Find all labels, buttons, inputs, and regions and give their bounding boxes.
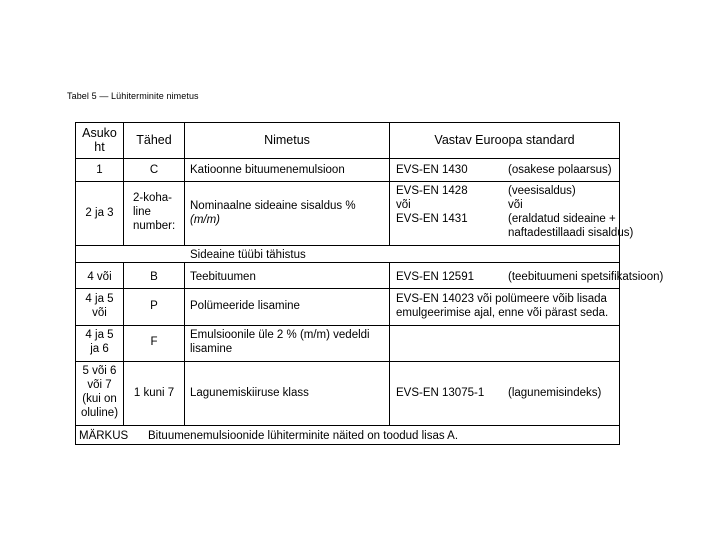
row5-tahed: F bbox=[150, 336, 158, 348]
row3-bottom-border bbox=[75, 288, 620, 289]
row6-standard: EVS-EN 13075-1 bbox=[396, 387, 485, 399]
row5-asukoht: 4 ja 5 ja 6 bbox=[85, 329, 114, 355]
header-standard: Vastav Euroopa standard bbox=[434, 133, 575, 147]
row2-note: (veesisaldus) või (eraldatud sideaine + naftadestillaadi sisaldus) bbox=[508, 185, 634, 239]
section-heading: Sideaine tüübi tähistus bbox=[190, 249, 306, 261]
header-bottom-border bbox=[75, 158, 620, 159]
row6-note: (lagunemisindeks) bbox=[508, 387, 602, 399]
row6-bottom-border bbox=[75, 425, 620, 426]
row3-asukoht: 4 või bbox=[87, 271, 112, 283]
row1-nimetus: Katioonne bituumenemulsioon bbox=[190, 164, 345, 176]
markus-label: MÄRKUS bbox=[79, 430, 129, 442]
row2-tahed: 2-koha- line number: bbox=[133, 192, 176, 232]
row4-nimetus: Polümeeride lisamine bbox=[190, 300, 300, 312]
row1-asukoht: 1 bbox=[96, 164, 103, 176]
markus-text: Bituumenemulsioonide lühiterminite näited on toodud lisas A. bbox=[148, 430, 459, 442]
row4-standard: EVS-EN 14023 või polümeere võib lisada emulgeerimise ajal, enne või pärast seda. bbox=[396, 293, 609, 319]
row2-standard: EVS-EN 1428 või EVS-EN 1431 bbox=[396, 185, 468, 225]
row1-standard: EVS-EN 1430 bbox=[396, 164, 468, 176]
row5-bottom-border bbox=[75, 361, 620, 362]
row1-bottom-border bbox=[75, 181, 620, 182]
row3-nimetus: Teebituumen bbox=[190, 271, 256, 283]
row1-note: (osakese polaarsus) bbox=[508, 164, 612, 176]
row3-tahed: B bbox=[150, 271, 158, 283]
row4-bottom-border bbox=[75, 325, 620, 326]
table-bottom-border bbox=[75, 444, 620, 445]
row4-tahed: P bbox=[150, 300, 158, 312]
row5-nimetus: Emulsioonile üle 2 % (m/m) vedeldi lisamine bbox=[190, 329, 370, 355]
row2-nimetus: Nominaalne sideaine sisaldus % (m/m) bbox=[190, 200, 356, 226]
table-caption: Tabel 5 — Lühiterminite nimetus bbox=[67, 91, 199, 101]
header-nimetus: Nimetus bbox=[264, 133, 310, 147]
col-divider-nimetus bbox=[389, 262, 390, 425]
col-divider-tahed bbox=[184, 262, 185, 425]
header-tahed: Tähed bbox=[136, 133, 172, 147]
row4-asukoht: 4 ja 5 või bbox=[85, 293, 114, 319]
section-bottom-border bbox=[75, 262, 620, 263]
row3-standard: EVS-EN 12591 bbox=[396, 271, 474, 283]
header-asukoht: Asuko ht bbox=[82, 126, 117, 154]
row2-bottom-border bbox=[75, 245, 620, 246]
row1-tahed: C bbox=[149, 164, 159, 176]
row6-asukoht: 5 või 6 või 7 (kui on oluline) bbox=[80, 365, 119, 419]
row6-tahed: 1 kuni 7 bbox=[133, 387, 175, 399]
table-top-border bbox=[75, 122, 620, 123]
row6-nimetus: Lagunemiskiiruse klass bbox=[190, 387, 309, 399]
row3-note: (teebituumeni spetsifikatsioon) bbox=[508, 271, 664, 283]
row2-asukoht: 2 ja 3 bbox=[85, 207, 114, 219]
